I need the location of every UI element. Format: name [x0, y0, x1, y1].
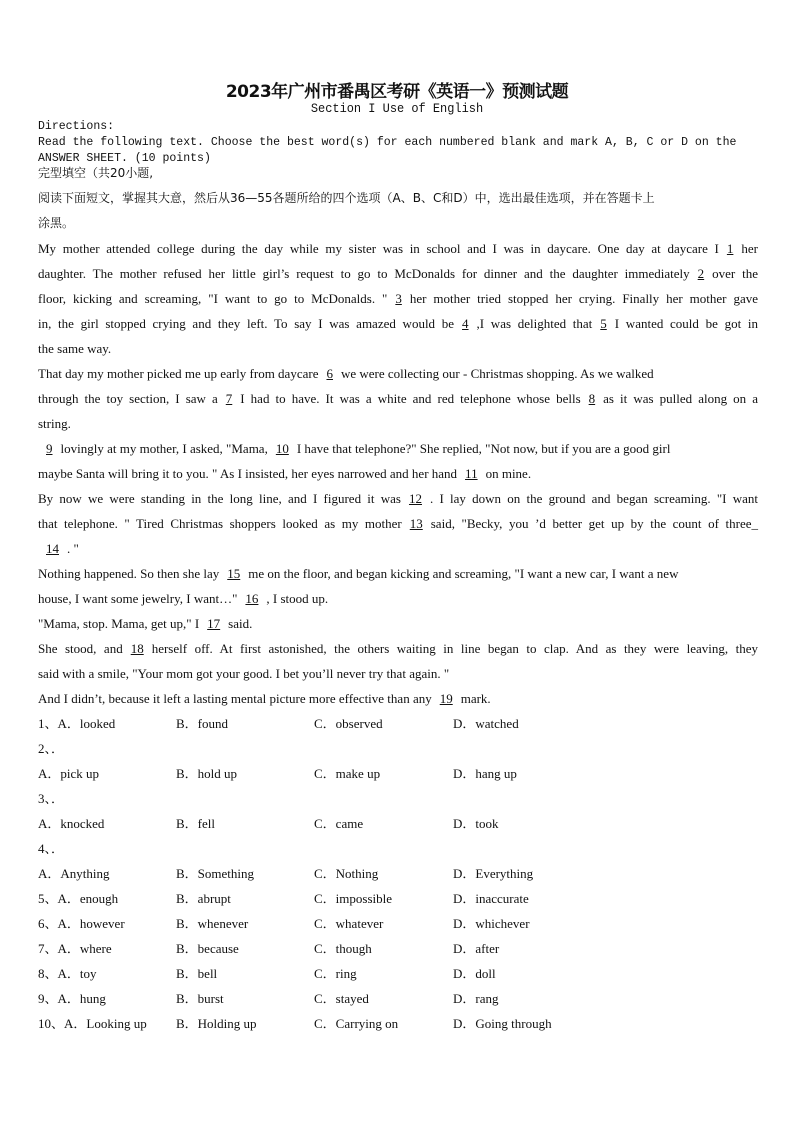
answer-option: C．impossible: [314, 891, 393, 906]
passage-text: over the: [712, 266, 758, 281]
answer-option: C．though: [314, 941, 372, 956]
passage-line: [38, 386, 758, 411]
answer-option: C．make up: [314, 766, 381, 781]
answer-option: D．after: [453, 941, 500, 956]
passage-text: said.: [228, 616, 253, 631]
passage-text: maybe Santa will bring it to you. " As I insisted, her eyes narrowed and her hand: [38, 466, 458, 481]
answer-option: 1、A．looked: [38, 716, 116, 731]
passage-line: [38, 511, 758, 536]
passage-text: her mother tried stopped her crying. Finally her mother gave: [409, 291, 758, 306]
passage-text: her: [741, 241, 758, 256]
numbered-blank: [218, 391, 241, 406]
passage-line: [38, 686, 758, 711]
passage-line: [38, 661, 758, 686]
answer-option: C．observed: [314, 716, 383, 731]
passage-text: She stood, and: [38, 641, 123, 656]
answer-option: C．ring: [314, 966, 357, 981]
answer-option: C．Carrying on: [314, 1016, 399, 1031]
passage-text: . I lay down on the ground and began screaming. "I want: [429, 491, 758, 506]
option-row: [38, 711, 758, 736]
passage-line: [38, 561, 758, 586]
passage-text: as it was pulled along on a: [603, 391, 758, 406]
option-row: [38, 811, 758, 836]
passage-text: said, "Becky, you ’d better get up by the count of three_: [430, 516, 758, 531]
answer-option: D．rang: [453, 991, 499, 1006]
option-row: [38, 986, 758, 1011]
passage-line: [38, 261, 758, 286]
blank-number: 14: [46, 541, 59, 556]
answer-option: 7、A．where: [38, 941, 112, 956]
blank-number: 9: [46, 441, 53, 456]
option-row: [38, 1011, 758, 1036]
passage-text: , I stood up.: [266, 591, 329, 606]
passage-line: [38, 311, 758, 336]
option-row: [38, 786, 758, 811]
directions-text-line: ANSWER SHEET. (10 points): [38, 151, 211, 165]
passage-line: [38, 286, 758, 311]
option-row: [38, 836, 758, 861]
option-row: [38, 911, 758, 936]
blank-number: 16: [245, 591, 259, 606]
passage-line: [38, 436, 758, 461]
cloze-heading: 完型填空（共20小题,: [38, 166, 154, 180]
passage-text: house, I want some jewelry, I want…": [38, 591, 238, 606]
answer-option: D．whichever: [453, 916, 530, 931]
passage-text: the same way.: [38, 341, 112, 356]
passage-text: I have that telephone?" She replied, "Not now, but if you are a good girl: [296, 441, 671, 456]
numbered-blank: [199, 616, 228, 631]
numbered-blank: [38, 541, 67, 556]
blank-number: 15: [227, 566, 241, 581]
answer-option: C．whatever: [314, 916, 384, 931]
numbered-blank: [457, 466, 486, 481]
answer-option: C．stayed: [314, 991, 369, 1006]
numbered-blank: [38, 441, 61, 456]
passage-line: [38, 361, 758, 386]
answer-option: B．because: [176, 941, 239, 956]
answer-option: C．came: [314, 816, 364, 831]
passage-text: Nothing happened. So then she lay: [38, 566, 220, 581]
blank-number: 7: [225, 391, 233, 406]
passage-line: [38, 486, 758, 511]
blank-number: 12: [408, 491, 422, 506]
option-row: [38, 961, 758, 986]
answer-option: A．Anything: [38, 866, 110, 881]
answer-option: B．burst: [176, 991, 224, 1006]
passage-text: in, the girl stopped crying and they left. To say I was amazed would be: [38, 316, 455, 331]
cloze-instructions-line: 涂黑。: [38, 216, 75, 230]
section-heading: Section I Use of English: [310, 101, 484, 116]
passage-text: And I didn’t, because it left a lasting mental picture more effective than any: [38, 691, 432, 706]
passage-text: that telephone. " Tired Christmas shoppers looked as my mother: [38, 516, 402, 531]
option-row: [38, 736, 758, 761]
numbered-blank: [387, 291, 410, 306]
passage-text: "Mama, stop. Mama, get up," I: [38, 616, 200, 631]
passage-text: me on the floor, and began kicking and screaming, "I want a new car, I want a new: [248, 566, 679, 581]
passage-line: [38, 461, 758, 486]
passage-line: [38, 236, 758, 261]
answer-option: 9、A．hung: [38, 991, 106, 1006]
numbered-blank: [219, 566, 248, 581]
option-row: [38, 936, 758, 961]
answer-option: 6、A．however: [38, 916, 125, 931]
question-number: 3、．: [38, 791, 65, 806]
answer-option: D．Going through: [453, 1016, 552, 1031]
option-row: [38, 761, 758, 786]
answer-option: B．whenever: [176, 916, 249, 931]
passage-line: [38, 586, 758, 611]
passage: [38, 236, 758, 711]
answer-option: D．hang up: [453, 766, 517, 781]
blank-number: 11: [465, 466, 478, 481]
passage-line: [38, 411, 758, 436]
answer-option: B．found: [176, 716, 229, 731]
blank-number: 2: [697, 266, 705, 281]
blank-number: 3: [395, 291, 402, 306]
numbered-blank: [123, 641, 152, 656]
directions-text-line: Read the following text. Choose the best word(s) for each numbered blank and mark A, B, C or D on the: [38, 135, 737, 149]
answer-option: 10、A．Looking up: [38, 1016, 147, 1031]
passage-line: [38, 636, 758, 661]
blank-number: 13: [409, 516, 423, 531]
blank-number: 4: [462, 316, 469, 331]
answer-option: B．abrupt: [176, 891, 231, 906]
blank-number: 19: [439, 691, 453, 706]
passage-line: [38, 611, 758, 636]
answer-options: [38, 711, 758, 1036]
blank-number: 6: [326, 366, 333, 381]
passage-text: . ": [67, 541, 79, 556]
answer-option: 8、A．toy: [38, 966, 97, 981]
blank-number: 1: [726, 241, 734, 256]
passage-text: By now we were standing in the long line, and I figured it was: [38, 491, 401, 506]
answer-option: D．watched: [453, 716, 519, 731]
question-number: 2、．: [38, 741, 65, 756]
passage-text: herself off. At first astonished, the others waiting in line began to clap. And as they were leaving, they: [151, 641, 758, 656]
passage-text: on mine.: [485, 466, 532, 481]
numbered-blank: [581, 391, 604, 406]
answer-option: B．bell: [176, 966, 218, 981]
numbered-blank: [318, 366, 341, 381]
cloze-instructions-line: 阅读下面短文，掌握其大意，然后从36—55各题所给的四个选项（A、B、C和D）中，选出最佳选项，并在答题卡上: [38, 191, 655, 205]
answer-option: D．took: [453, 816, 499, 831]
answer-option: D．Everything: [453, 866, 534, 881]
option-row: [38, 861, 758, 886]
answer-option: A．pick up: [38, 766, 100, 781]
passage-text: I had to have. It was a white and red telephone whose bells: [240, 391, 581, 406]
page-title: 2023年广州市番禺区考研《英语一》预测试题: [225, 82, 569, 102]
blank-number: 5: [600, 316, 607, 331]
numbered-blank: [719, 241, 742, 256]
answer-option: B．Something: [176, 866, 255, 881]
passage-text: lovingly at my mother, I asked, "Mama,: [60, 441, 268, 456]
blank-number: 10: [275, 441, 289, 456]
passage-text: through the toy section, I saw a: [38, 391, 218, 406]
passage-text: My mother attended college during the day while my sister was in school and I was in daycare. One day at daycare I: [38, 241, 719, 256]
answer-option: C．Nothing: [314, 866, 379, 881]
passage-text: said with a smile, "Your mom got your good. I bet you’ll never try that again. ": [38, 666, 450, 681]
numbered-blank: [237, 591, 266, 606]
passage-text: floor, kicking and screaming, "I want to go to McDonalds. ": [38, 291, 388, 306]
passage-text: I wanted could be got in: [614, 316, 758, 331]
question-number: 4、．: [38, 841, 65, 856]
answer-option: B．hold up: [176, 766, 238, 781]
answer-option: 5、A．enough: [38, 891, 119, 906]
answer-option: D．inaccurate: [453, 891, 529, 906]
numbered-blank: [454, 316, 477, 331]
directions-label: Directions:: [38, 119, 115, 133]
passage-text: That day my mother picked me up early from daycare: [38, 366, 319, 381]
passage-line: [38, 536, 758, 561]
numbered-blank: [592, 316, 615, 331]
blank-number: 8: [588, 391, 596, 406]
option-row: [38, 886, 758, 911]
blank-number: 17: [207, 616, 221, 631]
numbered-blank: [402, 516, 431, 531]
answer-option: B．Holding up: [176, 1016, 257, 1031]
numbered-blank: [268, 441, 297, 456]
numbered-blank: [401, 491, 430, 506]
passage-text: we were collecting our - Christmas shopping. As we walked: [340, 366, 654, 381]
passage-line: [38, 336, 758, 361]
answer-option: B．fell: [176, 816, 215, 831]
numbered-blank: [690, 266, 713, 281]
passage-text: mark.: [460, 691, 491, 706]
numbered-blank: [432, 691, 461, 706]
blank-number: 18: [130, 641, 144, 656]
passage-text: daughter. The mother refused her little girl’s request to go to McDonalds for dinner and the daughter immediately: [38, 266, 690, 281]
answer-option: A．knocked: [38, 816, 105, 831]
answer-option: D．doll: [453, 966, 496, 981]
passage-text: ,I was delighted that: [476, 316, 593, 331]
passage-text: string.: [38, 416, 71, 431]
